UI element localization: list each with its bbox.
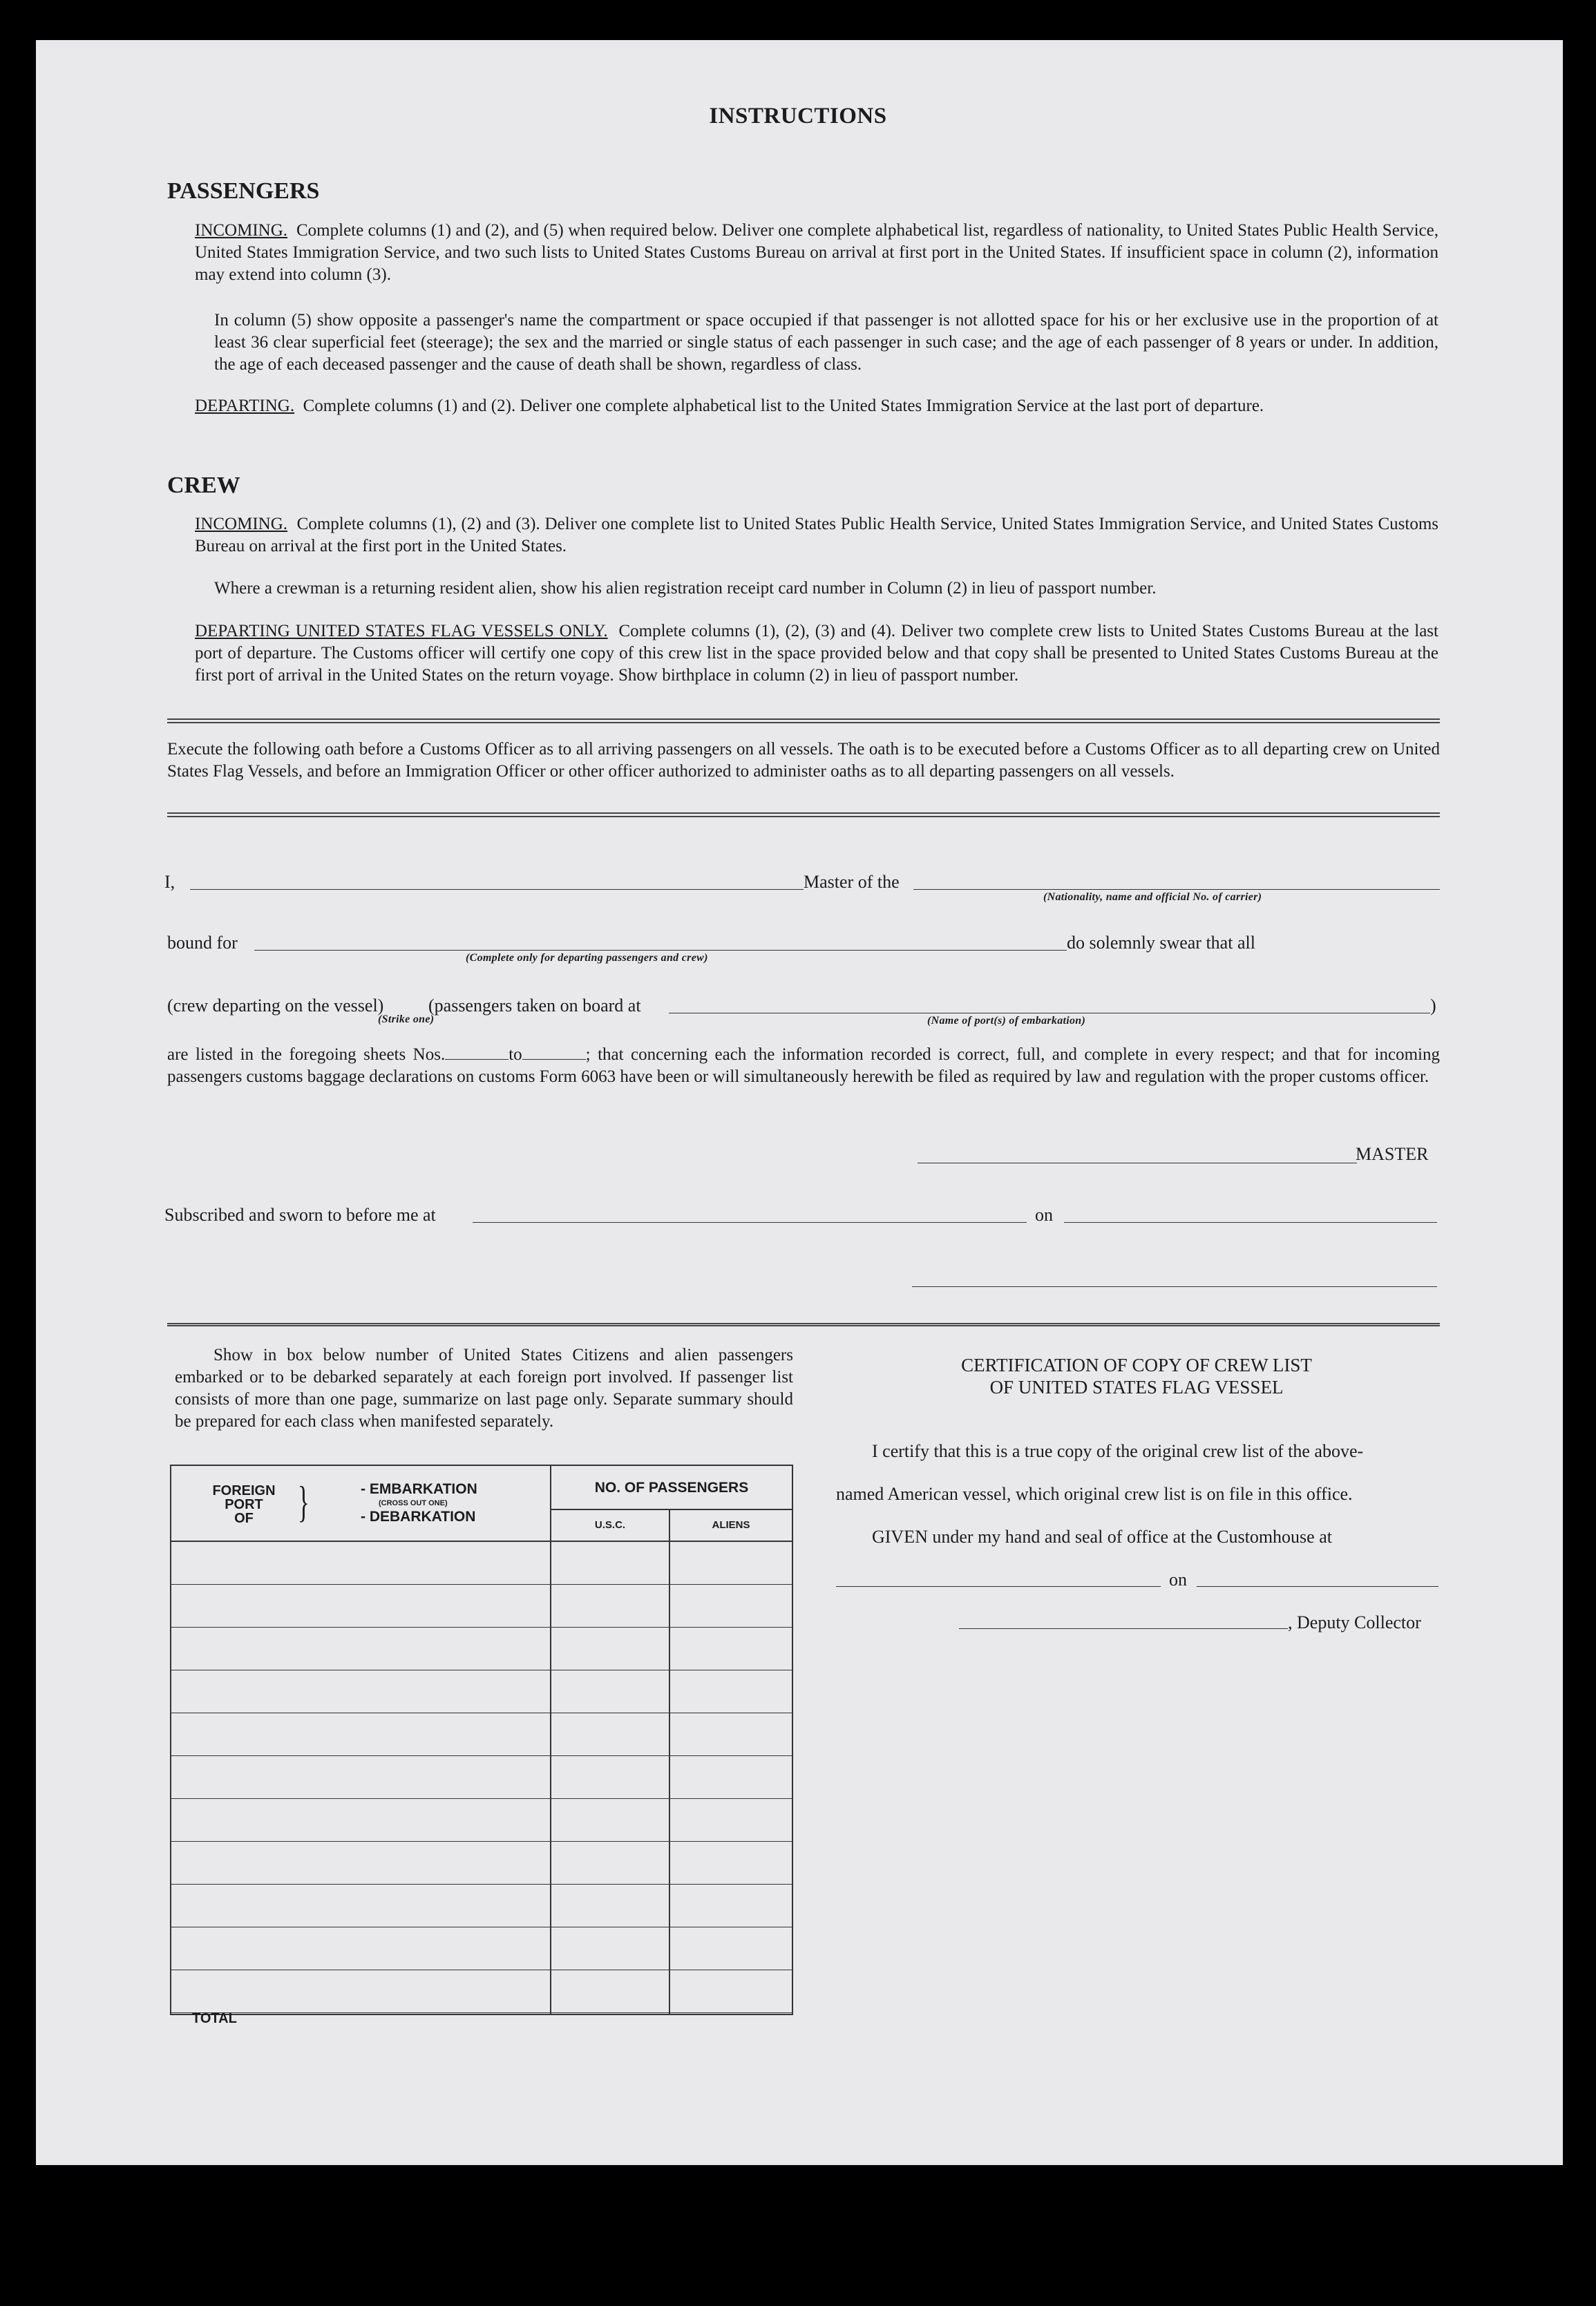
listed-sheets-paragraph bbox=[167, 1044, 1440, 1088]
port-cell[interactable] bbox=[171, 1885, 551, 1927]
embarkation-label: - EMBARKATION bbox=[361, 1481, 477, 1497]
passengers-heading: PASSENGERS bbox=[167, 178, 320, 204]
crew-departing-option: (crew departing on the vessel) bbox=[167, 995, 384, 1016]
oath-instructions: Execute the following oath before a Customs Officer as to all arriving passengers on all vessels. The oath is to be executed before a Customs Officer as to all departing crew on United States Flag Vessels, and before an Immigration Officer or other officer authorized to administer oaths as to all departing passengers on all vessels. bbox=[167, 740, 1440, 781]
port-header-cell bbox=[171, 1466, 551, 1542]
passengers-departing-label: DEPARTING. bbox=[195, 397, 295, 415]
port-cell[interactable] bbox=[171, 1842, 551, 1885]
carrier-caption: (Nationality, name and official No. of carrier) bbox=[1043, 891, 1262, 903]
usc-cell[interactable] bbox=[551, 1885, 670, 1927]
port-cell[interactable] bbox=[171, 1585, 551, 1628]
crew-heading: CREW bbox=[167, 473, 240, 498]
crew-departing-label: DEPARTING UNITED STATES FLAG VESSELS ONLY. bbox=[195, 622, 608, 640]
total-usc-cell[interactable] bbox=[551, 2013, 670, 2014]
passengers-departing-text: Complete columns (1) and (2). Deliver one complete alphabetical list to the United States Immigration Service at the last port of departure. bbox=[303, 397, 1264, 415]
aliens-cell[interactable] bbox=[670, 1927, 792, 1970]
table-row bbox=[171, 1927, 792, 1970]
usc-header: U.S.C. bbox=[551, 1510, 670, 1542]
usc-cell[interactable] bbox=[551, 1756, 670, 1799]
usc-cell[interactable] bbox=[551, 1585, 670, 1628]
listed-post-text: ; that concerning each the information recorded is correct, full, and complete in every respect; and that for incoming passengers customs baggage declarations on customs Form 6063 have been or will simultaneously herewith be filed as required by law and regulation with the proper customs officer. bbox=[167, 1045, 1440, 1086]
table-row bbox=[171, 1756, 792, 1799]
port-cell[interactable] bbox=[171, 1542, 551, 1585]
usc-cell[interactable] bbox=[551, 1542, 670, 1585]
usc-cell[interactable] bbox=[551, 1799, 670, 1842]
master-label: MASTER bbox=[1356, 1144, 1429, 1164]
total-row bbox=[171, 2013, 792, 2014]
passenger-summary-table bbox=[170, 1465, 793, 2015]
crew-incoming-label: INCOMING. bbox=[195, 515, 288, 533]
aliens-cell[interactable] bbox=[670, 1670, 792, 1713]
crew-incoming-text: Complete columns (1), (2) and (3). Deliver one complete list to United States Public Health Service, United States Immigration Service, and United States Customs Bureau on arrival at the first port in the United States. bbox=[195, 515, 1438, 555]
usc-cell[interactable] bbox=[551, 1927, 670, 1970]
double-rule-top bbox=[167, 718, 1440, 723]
certification-date-field[interactable] bbox=[1197, 1586, 1438, 1587]
certify-line2: named American vessel, which original crew list is on file in this office. bbox=[836, 1484, 1353, 1504]
sworn-date-field[interactable] bbox=[1064, 1222, 1437, 1223]
swear-text: do solemnly swear that all bbox=[1067, 933, 1255, 953]
passengers-taken-option: (passengers taken on board at bbox=[428, 995, 641, 1016]
port-word: PORT bbox=[225, 1497, 263, 1512]
total-label bbox=[171, 2013, 551, 2014]
foreign-port-of-label bbox=[199, 1484, 289, 1525]
foreign-word: FOREIGN bbox=[212, 1483, 276, 1498]
table-row bbox=[171, 1799, 792, 1842]
summary-table-body bbox=[171, 1542, 792, 2014]
summary-instructions: Show in box below number of United States Citizens and alien passengers embarked or to be debarked separately at each foreign port involved. If passenger list consists of more than one page, summarize on last page only. Separate summary should be prepared for each class when manifested separately. bbox=[175, 1346, 793, 1431]
passengers-column5-paragraph: In column (5) show opposite a passenger's name the compartment or space occupied if that passenger is not allotted space for his or her exclusive use in the proportion of at least 36 clear superficial feet (steerage); the sex and the married or single status of each passenger in such case; and the age of each passenger of 8 years or under. In addition, the age of each deceased passenger and the cause of death shall be shown, regardless of class. bbox=[214, 311, 1438, 374]
deputy-collector-label: , Deputy Collector bbox=[1288, 1612, 1421, 1632]
usc-cell[interactable] bbox=[551, 1670, 670, 1713]
port-cell[interactable] bbox=[171, 1799, 551, 1842]
master-of-the-label: Master of the bbox=[804, 872, 900, 892]
certification-title-line2: OF UNITED STATES FLAG VESSEL bbox=[989, 1377, 1284, 1398]
oath-i-label: I, bbox=[164, 872, 175, 892]
crew-incoming-paragraph bbox=[195, 513, 1438, 558]
usc-cell[interactable] bbox=[551, 1842, 670, 1885]
aliens-cell[interactable] bbox=[670, 1628, 792, 1670]
aliens-cell[interactable] bbox=[670, 1756, 792, 1799]
port-cell[interactable] bbox=[171, 1670, 551, 1713]
given-line: GIVEN under my hand and seal of office at the Customhouse at bbox=[872, 1527, 1332, 1547]
sheet-to-field[interactable] bbox=[522, 1045, 586, 1060]
usc-cell[interactable] bbox=[551, 1970, 670, 2013]
aliens-cell[interactable] bbox=[670, 1799, 792, 1842]
usc-cell[interactable] bbox=[551, 1628, 670, 1670]
deputy-signature-field[interactable] bbox=[959, 1628, 1288, 1629]
passengers-departing-paragraph bbox=[195, 395, 1438, 417]
table-row bbox=[171, 1970, 792, 2013]
table-row bbox=[171, 1628, 792, 1670]
passengers-incoming-label: INCOMING. bbox=[195, 221, 288, 240]
sheet-from-field[interactable] bbox=[445, 1045, 509, 1060]
close-paren: ) bbox=[1430, 995, 1436, 1016]
cross-out-one-label: (CROSS OUT ONE) bbox=[379, 1499, 448, 1507]
carrier-field[interactable] bbox=[913, 889, 1440, 890]
crew-resident-paragraph: Where a crewman is a returning resident alien, show his alien registration receipt card number in Column (2) in lieu of passport number. bbox=[214, 579, 1157, 598]
listed-pre-text: are listed in the foregoing sheets Nos. bbox=[167, 1045, 446, 1064]
ports-caption: (Name of port(s) of embarkation) bbox=[927, 1015, 1086, 1027]
sworn-place-field[interactable] bbox=[473, 1222, 1027, 1223]
customhouse-field[interactable] bbox=[836, 1586, 1161, 1587]
no-of-passengers-header: NO. OF PASSENGERS bbox=[551, 1466, 792, 1510]
aliens-cell[interactable] bbox=[670, 1585, 792, 1628]
passengers-incoming-text: Complete columns (1) and (2), and (5) when required below. Deliver one complete alphabetical list, regardless of nationality, to United States Public Health Service, United States Immigration Service, and two such lists to United States Customs Bureau on arrival at first port in the United States. If insufficient space in column (2), information may extend into column (3). bbox=[195, 221, 1439, 284]
port-cell[interactable] bbox=[171, 1628, 551, 1670]
table-row bbox=[171, 1842, 792, 1885]
table-row bbox=[171, 1670, 792, 1713]
section-rule bbox=[167, 1323, 1440, 1326]
bound-for-caption: (Complete only for departing passengers and crew) bbox=[466, 952, 708, 964]
sworn-on-label: on bbox=[1035, 1205, 1053, 1225]
aliens-cell[interactable] bbox=[670, 1970, 792, 2013]
master-name-field[interactable] bbox=[190, 889, 804, 890]
subscribed-label: Subscribed and sworn to before me at bbox=[164, 1205, 436, 1225]
aliens-cell[interactable] bbox=[670, 1713, 792, 1756]
port-cell[interactable] bbox=[171, 1927, 551, 1970]
port-cell[interactable] bbox=[171, 1756, 551, 1799]
port-cell[interactable] bbox=[171, 1713, 551, 1756]
passengers-incoming-paragraph bbox=[195, 220, 1438, 286]
double-rule-bottom bbox=[167, 812, 1440, 817]
table-row bbox=[171, 1542, 792, 1585]
bound-for-label: bound for bbox=[167, 933, 238, 953]
debarkation-label: - DEBARKATION bbox=[361, 1509, 476, 1525]
listed-to-text: to bbox=[509, 1045, 522, 1064]
aliens-cell[interactable] bbox=[670, 1885, 792, 1927]
aliens-cell[interactable] bbox=[670, 1542, 792, 1585]
strike-one-caption: (Strike one) bbox=[378, 1013, 435, 1025]
aliens-cell[interactable] bbox=[670, 1842, 792, 1885]
aliens-header: ALIENS bbox=[670, 1510, 792, 1542]
crew-departing-text: Complete columns (1), (2), (3) and (4). Deliver two complete crew lists to United States Customs Bureau at the last port of departure. The Customs officer will certify one copy of this crew list in the space provided below and that copy shall be presented to United States Customs Bureau at the first port of arrival in the United States on the return voyage. Show birthplace in column (2) in lieu of passport number. bbox=[195, 622, 1438, 685]
officer-signature-field[interactable] bbox=[912, 1286, 1437, 1287]
table-row bbox=[171, 1713, 792, 1756]
bound-for-field[interactable] bbox=[254, 950, 1067, 951]
page-title: INSTRUCTIONS bbox=[709, 104, 887, 128]
crew-departing-paragraph bbox=[195, 620, 1438, 687]
certification-on-label: on bbox=[1169, 1570, 1187, 1590]
certify-line1: I certify that this is a true copy of the original crew list of the above- bbox=[872, 1441, 1364, 1461]
table-row bbox=[171, 1585, 792, 1628]
brace-icon: } bbox=[297, 1477, 310, 1526]
certification-title-line1: CERTIFICATION OF COPY OF CREW LIST bbox=[961, 1355, 1312, 1375]
total-aliens-cell[interactable] bbox=[670, 2013, 792, 2014]
certification-title bbox=[836, 1354, 1437, 1398]
port-cell[interactable] bbox=[171, 1970, 551, 2013]
table-row bbox=[171, 1885, 792, 1927]
of-word: OF bbox=[234, 1511, 254, 1526]
usc-cell[interactable] bbox=[551, 1713, 670, 1756]
